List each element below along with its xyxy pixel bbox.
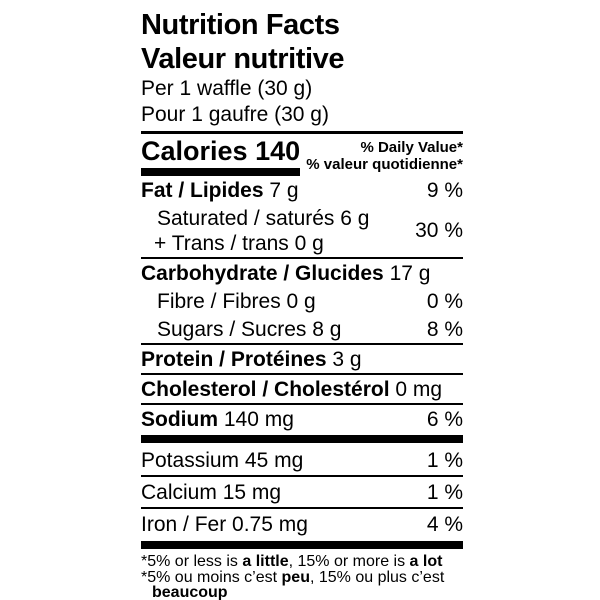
sugars-daily-value: 8 % xyxy=(426,317,463,341)
protein-row xyxy=(141,343,463,373)
sodium-section-divider-bar xyxy=(141,435,463,443)
fibre-label: Fibre / Fibres xyxy=(157,289,281,313)
iron-row xyxy=(141,507,463,539)
calcium-row xyxy=(141,475,463,507)
nutrition-facts-label xyxy=(141,0,463,600)
calcium-amount: 15 mg xyxy=(222,480,282,504)
fat-label: Fat / Lipides xyxy=(141,178,264,202)
fat-amount: 7 g xyxy=(269,178,299,202)
cholesterol-amount: 0 mg xyxy=(395,377,443,401)
serving-size-french: Pour 1 gaufre (30 g) xyxy=(141,103,329,126)
footnote-french-text-1: 5% ou moins c’est xyxy=(147,568,282,586)
footnote-english-text-1: 5% or less is xyxy=(147,553,243,570)
iron-amount: 0.75 mg xyxy=(232,512,308,536)
potassium-text xyxy=(141,448,303,473)
calories-underline-bar xyxy=(141,168,300,176)
sodium-amount: 140 mg xyxy=(223,407,294,431)
footnote-english-text-2: , 15% or more is xyxy=(288,553,410,570)
calories-section xyxy=(141,134,463,176)
calories-value-block xyxy=(141,136,300,176)
calories-text xyxy=(141,136,300,166)
carbohydrate-amount: 17 g xyxy=(389,261,431,285)
footnote-french-asterisk: * xyxy=(141,568,148,586)
potassium-label: Potassium xyxy=(141,448,240,472)
fibre-text xyxy=(141,289,316,314)
daily-value-header xyxy=(306,136,463,176)
protein-text xyxy=(141,347,362,372)
saturated-label: Saturated / saturés xyxy=(157,206,335,230)
footnote-english-asterisk: * xyxy=(141,553,148,570)
calcium-text xyxy=(141,480,281,505)
trans-label: + Trans / trans xyxy=(154,231,289,255)
fibre-amount: 0 g xyxy=(286,289,316,313)
potassium-row xyxy=(141,445,463,475)
footnote-english-bold-1: a little xyxy=(242,553,289,570)
iron-text xyxy=(141,512,308,537)
fibre-row xyxy=(141,287,463,315)
calories-amount: 140 xyxy=(255,136,301,166)
sodium-row xyxy=(141,403,463,433)
sugars-row xyxy=(141,315,463,343)
daily-value-header-english: % Daily Value* xyxy=(360,139,463,156)
protein-amount: 3 g xyxy=(332,347,362,371)
iron-daily-value: 4 % xyxy=(426,512,463,536)
footer-divider-bar xyxy=(141,541,463,549)
calcium-label: Calcium xyxy=(141,480,217,504)
sodium-label: Sodium xyxy=(141,407,218,431)
fibre-daily-value: 0 % xyxy=(426,289,463,313)
footnote-english xyxy=(141,554,463,570)
carbohydrate-label: Carbohydrate / Glucides xyxy=(141,261,384,285)
trans-text xyxy=(141,231,369,256)
footnote-french-text-2: , 15% ou plus c’est xyxy=(309,568,445,586)
footnote-french-bold-2: beaucoup xyxy=(152,584,228,600)
saturated-trans-group xyxy=(141,204,463,257)
saturated-trans-daily-value: 30 % xyxy=(415,219,463,242)
cholesterol-label: Cholesterol / Cholestérol xyxy=(141,377,390,401)
daily-value-header-french: % valeur quotidienne* xyxy=(306,156,463,173)
carbohydrate-row xyxy=(141,257,463,287)
sugars-text xyxy=(141,317,341,342)
sugars-label: Sugars / Sucres xyxy=(157,317,307,341)
footnote-french-bold-1: peu xyxy=(281,568,310,586)
fat-text xyxy=(141,178,299,203)
cholesterol-text xyxy=(141,377,442,402)
footnote-french xyxy=(141,570,463,600)
calories-label: Calories xyxy=(141,136,248,166)
carbohydrate-text xyxy=(141,261,430,286)
fat-row xyxy=(141,176,463,204)
sodium-text xyxy=(141,407,294,432)
sodium-daily-value: 6 % xyxy=(426,407,463,431)
potassium-amount: 45 mg xyxy=(244,448,304,472)
title-french: Valeur nutritive xyxy=(141,43,345,75)
saturated-text xyxy=(141,206,369,231)
title-english: Nutrition Facts xyxy=(141,9,340,41)
iron-label: Iron / Fer xyxy=(141,512,227,536)
protein-label: Protein / Protéines xyxy=(141,347,327,371)
cholesterol-row xyxy=(141,373,463,403)
trans-amount: 0 g xyxy=(294,231,324,255)
saturated-amount: 6 g xyxy=(340,206,370,230)
potassium-daily-value: 1 % xyxy=(426,448,463,472)
footnote-english-bold-2: a lot xyxy=(409,553,443,570)
sugars-amount: 8 g xyxy=(312,317,342,341)
footnotes xyxy=(141,551,463,600)
fat-daily-value: 9 % xyxy=(426,178,463,202)
saturated-trans-lines xyxy=(141,206,369,256)
serving-size-english: Per 1 waffle (30 g) xyxy=(141,77,313,100)
calcium-daily-value: 1 % xyxy=(426,480,463,504)
